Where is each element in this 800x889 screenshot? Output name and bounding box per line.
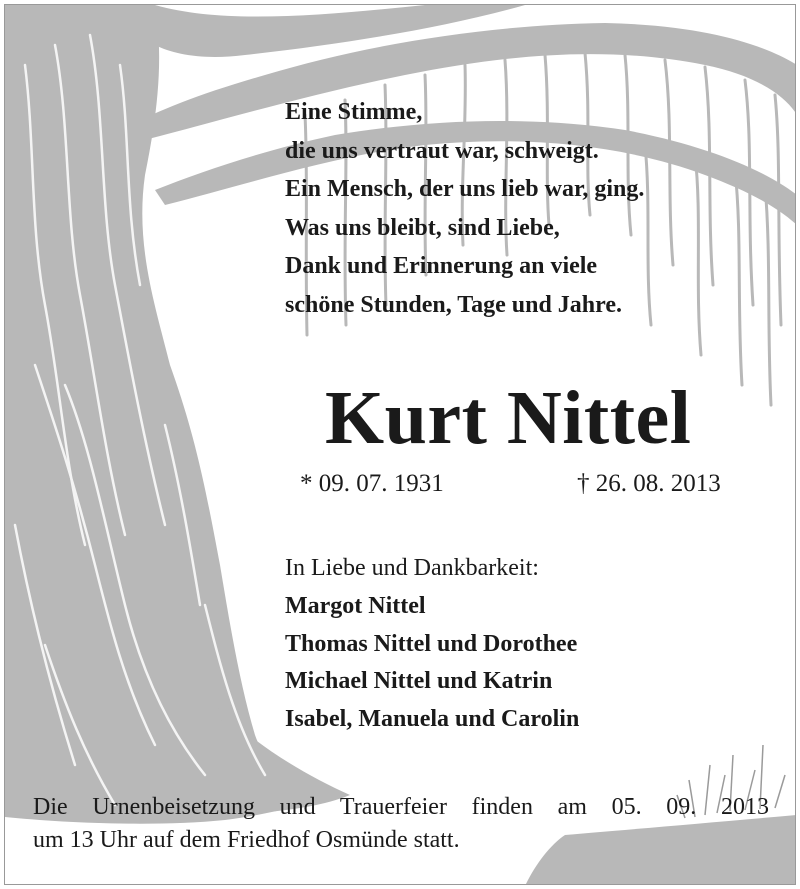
obituary-card <box>4 4 796 885</box>
mourner-name: Isabel, Manuela und Carolin <box>285 705 580 732</box>
mourner-name: Thomas Nittel und Dorothee <box>285 630 578 657</box>
poem-line: Was uns bleibt, sind Liebe, <box>285 214 560 241</box>
mourners-list <box>285 588 579 738</box>
mourner-name: Michael Nittel und Katrin <box>285 668 553 694</box>
poem-line: Eine Stimme, <box>285 99 423 125</box>
death-date: † 26. 08. 2013 <box>577 470 721 497</box>
poem-line: die uns vertraut war, schweigt. <box>285 137 599 164</box>
funeral-notice <box>33 791 769 857</box>
poem-line: Dank und Erinnerung an viele <box>285 253 598 280</box>
notice-line: um 13 Uhr auf dem Friedhof Osmünde statt. <box>33 827 460 853</box>
poem-line: Ein Mensch, der uns lieb war, ging. <box>285 176 645 203</box>
dedication-line: In Liebe und Dankbarkeit: <box>285 555 539 581</box>
notice-line: Die Urnenbeisetzung und Trauerfeier finden am 05. 09. 2013 <box>33 794 769 820</box>
deceased-name: Kurt Nittel <box>325 376 692 460</box>
poem-line: schöne Stunden, Tage und Jahre. <box>285 291 623 318</box>
mourner-name: Margot Nittel <box>285 593 426 619</box>
poem <box>285 93 644 325</box>
birth-date: * 09. 07. 1931 <box>300 470 444 497</box>
